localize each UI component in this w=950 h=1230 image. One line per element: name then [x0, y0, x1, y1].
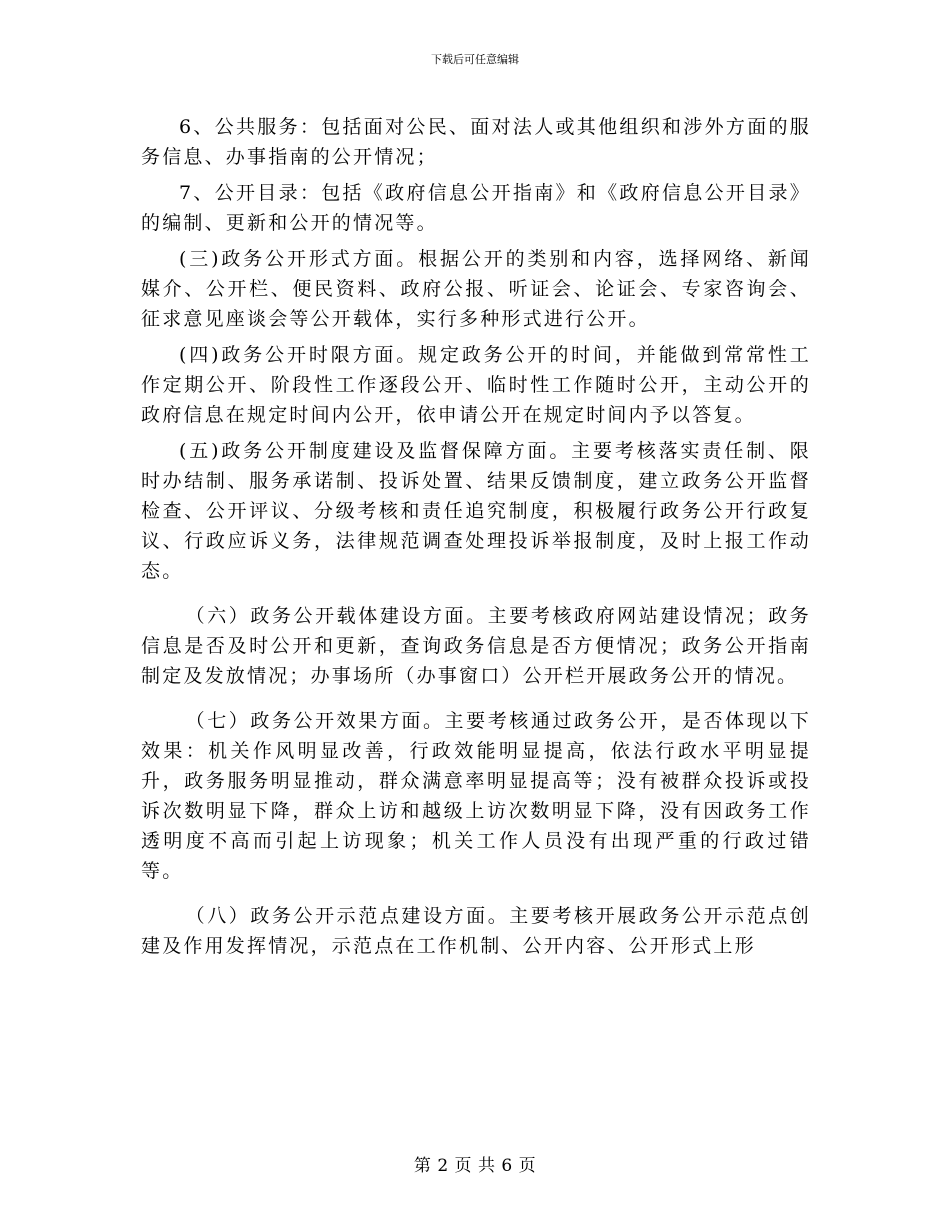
paragraph-disclosure-forms: (三)政务公开形式方面。根据公开的类别和内容，选择网络、新闻媒介、公开栏、便民资料、政府公报、听证会、论证会、专家咨询会、征求意见座谈会等公开载体，实行多种形式进行公开。	[141, 248, 811, 330]
document-body	[141, 112, 811, 961]
paragraph-system-and-supervision: (五)政务公开制度建设及监督保障方面。主要考核落实责任制、限时办结制、服务承诺制、投诉处置、结果反馈制度，建立政务公开监督检查、公开评议、分级考核和责任追究制度，积极履行政务公开行政复议、行政应诉义务，法律规范调查处理投诉举报制度，及时上报工作动态。	[141, 440, 811, 582]
page-header: 下载后可任意编辑	[431, 53, 519, 66]
page-number-footer: 第 2 页 共 6 页	[413, 1156, 537, 1176]
paragraph-demonstration-sites: （八）政务公开示范点建设方面。主要考核开展政务公开示范点创建及作用发挥情况，示范点在工作机制、公开内容、公开形式上形	[141, 905, 811, 957]
paragraph-carrier-construction: （六）政务公开载体建设方面。主要考核政府网站建设情况；政务信息是否及时公开和更新，查询政务信息是否方便情况；政务公开指南制定及发放情况；办事场所（办事窗口）公开栏开展政务公开的情况。	[141, 605, 811, 687]
paragraph-public-services: 6、公共服务：包括面对公民、面对法人或其他组织和涉外方面的服务信息、办事指南的公开情况；	[141, 116, 811, 168]
paragraph-public-catalog: 7、公开目录：包括《政府信息公开指南》和《政府信息公开目录》的编制、更新和公开的情况等。	[141, 182, 811, 234]
paragraph-disclosure-effects: （七）政务公开效果方面。主要考核通过政务公开，是否体现以下效果：机关作风明显改善，行政效能明显提高，依法行政水平明显提升，政务服务明显推动，群众满意率明显提高等；没有被群众投诉或投诉次数明显下降，群众上访和越级上访次数明显下降，没有因政务工作透明度不高而引起上访现象；机关工作人员没有出现严重的行政过错等。	[141, 710, 811, 882]
paragraph-disclosure-time-limits: (四)政务公开时限方面。规定政务公开的时间，并能做到常常性工作定期公开、阶段性工作逐段公开、临时性工作随时公开，主动公开的政府信息在规定时间内公开，依申请公开在规定时间内予以答复。	[141, 344, 811, 426]
